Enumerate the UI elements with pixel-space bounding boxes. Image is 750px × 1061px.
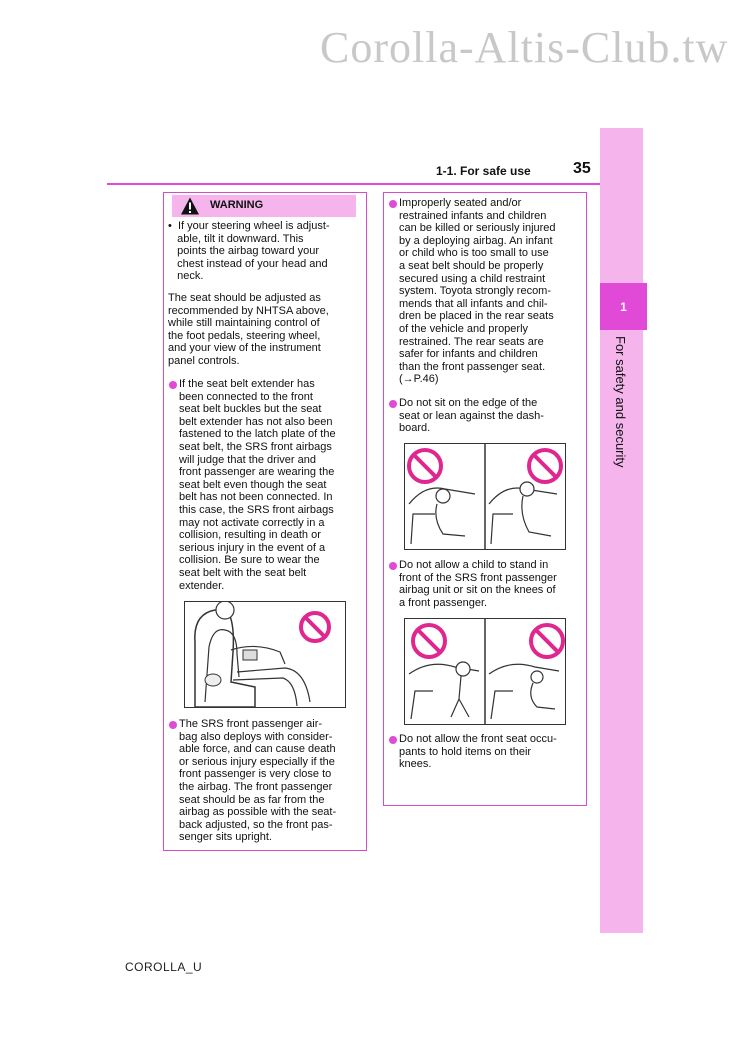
header-rule: [107, 183, 600, 185]
warning-text-seat-adjust: The seat should be adjusted as recommended by NHTSA above, while still maintaining control of the foot pedals, steering wheel, and your view of the instrument panel controls.: [168, 292, 329, 367]
bullet-icon: [389, 200, 397, 208]
illustration-seated-passenger: [184, 601, 346, 708]
warning-text-sit-edge: Do not sit on the edge of the seat or lean against the dash- board.: [399, 397, 544, 435]
section-title: 1-1. For safe use: [436, 164, 531, 178]
footer-code: COROLLA_U: [125, 960, 203, 974]
warning-text-children: Improperly seated and/or restrained infants and children can be killed or seriously injured by a deploying airbag. An infant or child who is too small to use a seat belt should be properly secured using a child restraint system. Toyota strongly recom- mends that all infants and chil- dren be placed in the rear seats of the vehicle and properly restrained. The rear seats are safer for infants and children than the front passenger seat. (→P.46): [399, 197, 556, 386]
chapter-number-box[interactable]: 1: [600, 283, 647, 330]
warning-text-hold-items: Do not allow the front seat occu- pants to hold items on their knees.: [399, 733, 557, 771]
bullet-icon: [389, 736, 397, 744]
watermark: Corolla-Altis-Club.tw: [320, 23, 729, 72]
warning-header: [172, 195, 356, 217]
warning-box-right: [383, 192, 587, 806]
warning-box-left: [163, 192, 367, 851]
bullet-icon: [389, 562, 397, 570]
warning-text-seat-belt-extender: If the seat belt extender has been connected to the front seat belt buckles but the seat belt extender has not also been fastened to the latch plate of the seat belt, the SRS front airbags will judge that the driver and front passenger are wearing the seat belt even though the seat belt has not been connected. In this case, the SRS front airbags may not activate correctly in a collision, resulting in death or serious injury in the event of a collision. Be sure to wear the seat belt with the seat belt extender.: [179, 378, 336, 592]
illustration-child-passenger: [404, 618, 566, 725]
bullet-icon: [389, 400, 397, 408]
warning-text-passenger-airbag: The SRS front passenger air- bag also deploys with consider- able force, and can cause death or serious injury especially if the front passenger is very close to the airbag. The front passenger seat should be as far from the airbag as possible with the seat- back adjusted, so the front pas- senger sits upright.: [179, 718, 337, 844]
warning-label: WARNING: [210, 199, 264, 211]
bullet-icon: [169, 721, 177, 729]
warning-text-child-standing: Do not allow a child to stand in front of the SRS front passenger airbag unit or sit on the knees of a front passenger.: [399, 559, 557, 609]
page-number: 35: [573, 160, 591, 177]
illustration-leaning-occupants: [404, 443, 566, 550]
warning-triangle-icon: [180, 196, 200, 216]
bullet-icon: [169, 381, 177, 389]
chapter-side-label: For safety and security: [613, 336, 628, 468]
warning-text-steering: • If your steering wheel is adjust- able, tilt it downward. This points the airbag toward your chest instead of your head and neck.: [168, 220, 330, 283]
